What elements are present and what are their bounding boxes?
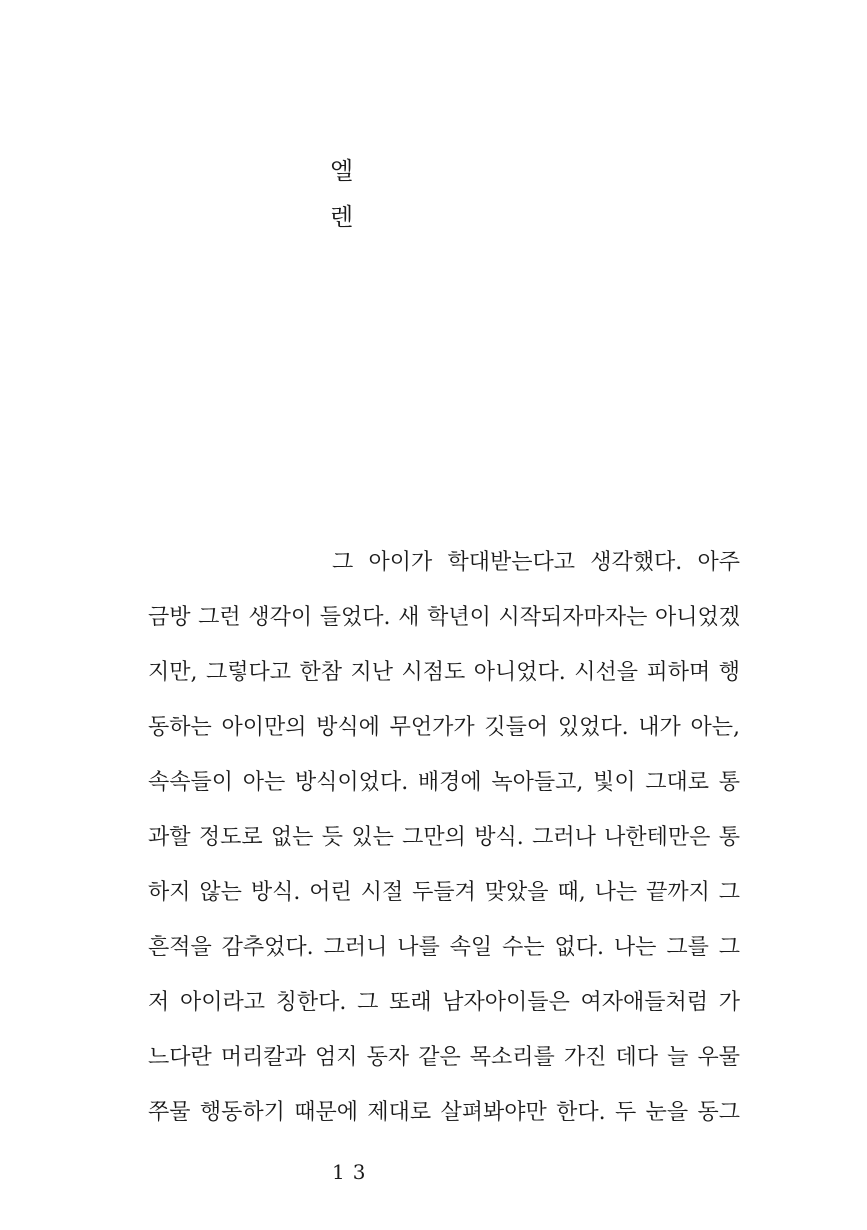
text-line: 쭈물 행동하기 때문에 제대로 살펴봐야만 한다. 두 눈을 동그 bbox=[148, 1100, 740, 1125]
text-line: 하지 않는 방식. 어린 시절 두들겨 맞았을 때, 나는 끝까지 그 bbox=[148, 880, 740, 905]
page-number: 13 bbox=[332, 1160, 374, 1184]
text-line: 지만, 그렇다고 한참 지난 시점도 아니었다. 시선을 피하며 행 bbox=[148, 660, 740, 685]
chapter-title-char: 렌 bbox=[330, 203, 354, 231]
body-text bbox=[148, 543, 740, 1148]
text-line: 흔적을 감추었다. 그러니 나를 속일 수는 없다. 나는 그를 그 bbox=[148, 935, 740, 960]
text-line: 그 아이가 학대받는다고 생각했다. 아주 bbox=[332, 550, 740, 575]
chapter-title bbox=[330, 148, 370, 240]
chapter-title-char: 엘 bbox=[330, 157, 354, 185]
text-line: 금방 그런 생각이 들었다. 새 학년이 시작되자마자는 아니었겠 bbox=[148, 605, 740, 630]
text-line: 동하는 아이만의 방식에 무언가가 깃들어 있었다. 내가 아는, bbox=[148, 715, 740, 740]
text-line: 속속들이 아는 방식이었다. 배경에 녹아들고, 빛이 그대로 통 bbox=[148, 770, 740, 795]
text-line: 느다란 머리칼과 엄지 동자 같은 목소리를 가진 데다 늘 우물 bbox=[148, 1045, 740, 1070]
text-line: 과할 정도로 없는 듯 있는 그만의 방식. 그러나 나한테만은 통 bbox=[148, 825, 740, 850]
text-line: 저 아이라고 칭한다. 그 또래 남자아이들은 여자애들처럼 가 bbox=[148, 990, 740, 1015]
